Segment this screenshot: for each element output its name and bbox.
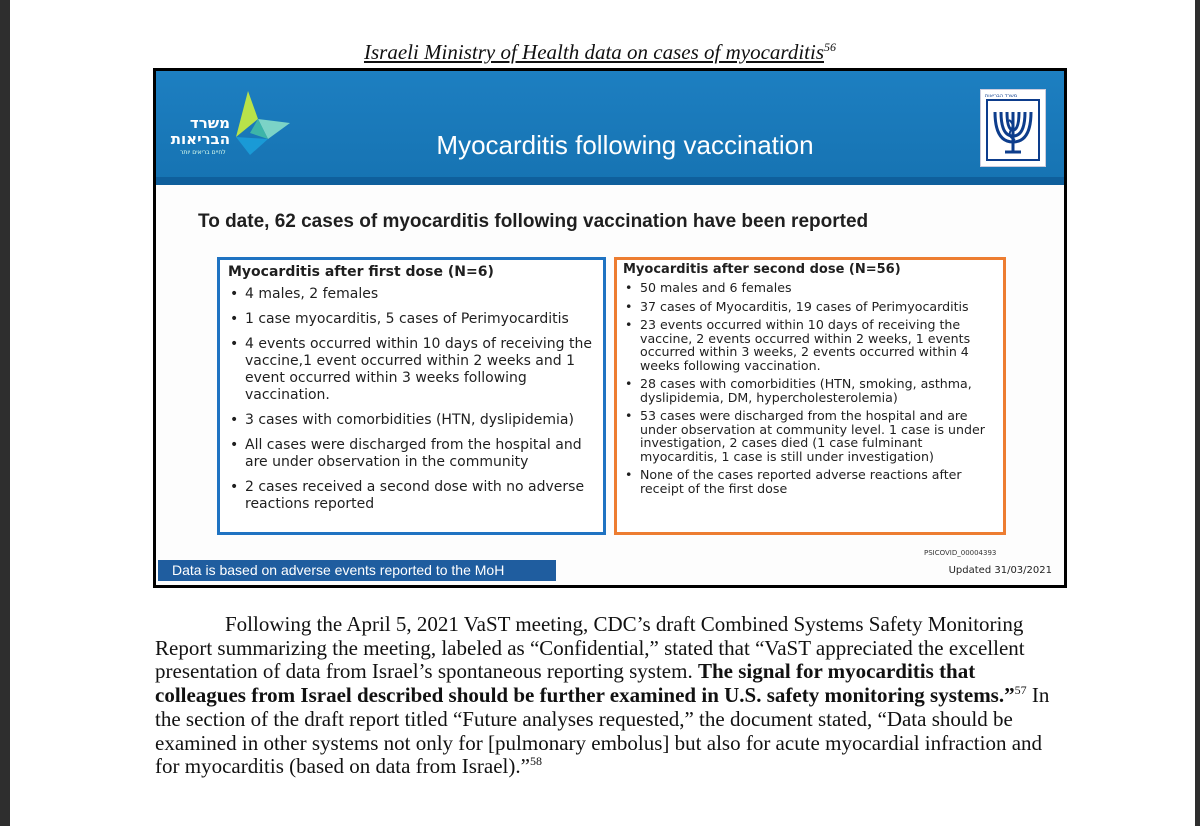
list-item: • 37 cases of Myocarditis, 19 cases of Perimyocarditis (623, 300, 995, 314)
list-item: • 50 males and 6 females (623, 281, 995, 295)
footnote-ref: 58 (529, 754, 542, 769)
viewer-left-edge (0, 0, 10, 826)
first-dose-panel (217, 257, 606, 535)
document-id: PSICOVID_00004393 (924, 549, 997, 557)
second-dose-panel (614, 257, 1006, 535)
menorah-emblem: משרד הבריאות (980, 89, 1046, 167)
list-item: • 2 cases received a second dose with no adverse reactions reported (228, 479, 593, 513)
list-item: • 3 cases with comorbidities (HTN, dyslipidemia) (228, 412, 593, 429)
updated-date: Updated 31/03/2021 (948, 565, 1052, 576)
list-item: • 1 case myocarditis, 5 cases of Perimyocarditis (228, 311, 593, 328)
list-item: • 4 events occurred within 10 days of receiving the vaccine,1 event occurred within 2 weeks and 1 event occurred within 3 weeks following vaccination. (228, 336, 593, 404)
slide-headline: To date, 62 cases of myocarditis following vaccination have been reported (198, 211, 869, 232)
slide-image (153, 68, 1067, 588)
second-dose-title: Myocarditis after second dose (N=56) (623, 262, 901, 277)
data-source-note: Data is based on adverse events reported to the MoH (158, 560, 556, 581)
footnote-ref: 57 (1014, 683, 1027, 698)
ministry-logo: משרד הבריאות לחיים בריאים יותר (170, 89, 310, 169)
first-dose-list (228, 286, 593, 513)
list-item: • None of the cases reported adverse reactions after receipt of the first dose (623, 468, 995, 495)
body-paragraph: Following the April 5, 2021 VaST meeting, CDC’s draft Combined Systems Safety Monitoring Report summarizing the meeting, labeled as “Confidential,” stated that “VaST appreciated the excellent presentation of data from Israel’s spontaneous reporting system. The signal for myocarditis that colleagues from Israel described should be further examined in U.S. safety monitoring systems.”$^{57}$ In the section of the draft report titled “Future analyses requested,” the document stated, “Data should be examined in other systems not only for [pulmonary embolus] but also for acute myocardial infraction and for myocarditis (based on data from Israel).”$^{58}$ (155, 612, 1050, 779)
viewer-right-edge (1195, 0, 1200, 826)
menorah-icon (981, 90, 1045, 166)
list-item: • 28 cases with comorbidities (HTN, smoking, asthma, dyslipidemia, DM, hypercholesterolemia) (623, 377, 995, 404)
figure-caption (0, 40, 1200, 65)
list-item: • 53 cases were discharged from the hospital and are under observation at community level. 1 case is under investigation, 2 cases died (1 case fulminant myocarditis, 1 case is still under investigation) (623, 409, 995, 463)
list-item: • 23 events occurred within 10 days of receiving the vaccine, 2 events occurred within 2 weeks, 1 events occurred within 3 weeks, 2 events occurred within 4 weeks following vaccination. (623, 318, 995, 372)
list-item: • 4 males, 2 females (228, 286, 593, 303)
bold-quote: The signal for myocarditis that colleagues from Israel described should be further examined in U.S. safety monitoring systems.” (155, 659, 1015, 708)
caption-text: Israeli Ministry of Health data on cases of myocarditis (363, 40, 824, 64)
second-dose-list (623, 281, 995, 495)
slide-title: Myocarditis following vaccination (436, 130, 814, 160)
first-dose-title: Myocarditis after first dose (N=6) (228, 264, 494, 280)
caption-footnote: 56 (824, 40, 836, 54)
list-item: • All cases were discharged from the hospital and are under observation in the community (228, 437, 593, 471)
